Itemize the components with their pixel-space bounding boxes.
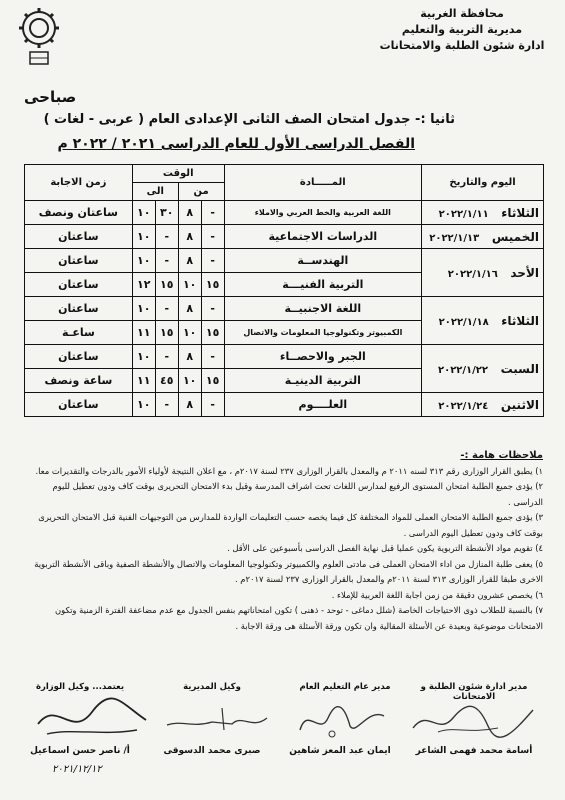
from-hour-cell: ٨ [178,225,201,249]
from-minutes-cell: - [201,297,224,321]
subject-cell: اللغة العربية والخط العربي والاملاء [224,201,421,225]
to-hour-cell: ١٠ [132,393,155,417]
to-hour-cell: ١٠ [132,345,155,369]
to-hour-cell: ١٠ [132,249,155,273]
to-hour-cell: ١١ [132,369,155,393]
schedule-row [25,225,544,249]
subject-cell: التربية الدينيـة [224,369,421,393]
session-label: صباحى [24,88,77,106]
signatures-block [12,682,552,792]
day-date-cell [422,201,544,225]
handwritten-date: ٢٠٢١/١٢/١٢ [52,764,102,775]
header-from: من [178,183,224,201]
day-name: الثلاثاء [501,313,539,328]
to-hour-cell: ١١ [132,321,155,345]
from-hour-cell: ٨ [178,249,201,273]
schedule-subtitle: الفصل الدراسى الأول للعام الدراسى ٢٠٢١ / ٢٠٢٢ م [57,136,415,152]
from-minutes-cell: - [201,201,224,225]
from-hour-cell: ١٠ [178,321,201,345]
from-minutes-cell: - [201,225,224,249]
subject-cell: الكمبيوتر وتكنولوجيا المعلومات والاتصال [224,321,421,345]
governorate-label: محافظة الغربية [420,7,504,20]
day-date-cell [422,225,544,249]
from-minutes-cell: ١٥ [201,273,224,297]
subject-cell: العلــــوم [224,393,421,417]
from-minutes-cell: - [201,345,224,369]
schedule-row [25,249,544,273]
day-name: الأحد [510,265,539,280]
day-date-cell [422,297,544,345]
note-item: ٣) يؤدى جميع الطلبة الامتحان العملى للمواد المختلفة كل فيما يخصه حسب التعليمات الواردة للمدارس من التوجيهات الفنية قبل الامتحان التحريرى بوقت كاف ودون تعطيل اليوم الدراسى . [38,512,543,538]
duration-cell: ساعتان [25,273,133,297]
day-name: الخميس [491,229,539,244]
directorate-label: مديرية التربية والتعليم [401,23,523,36]
schedule-row [25,345,544,369]
exam-schedule-table [24,164,544,417]
subject-cell: اللغة الاجنبيــة [224,297,421,321]
signatory-name: أ/ ناصر حسن اسماعيل [30,746,130,756]
from-hour-cell: ١٠ [178,273,201,297]
from-minutes-cell: - [201,393,224,417]
note-item: ٧) بالنسبة للطلاب ذوى الاحتياجات الخاصة (شلل دماغى - توحد - ذهنى ) تكون امتحاناتهم بنفس الجدول مع عدم مضاعفة الفترة الزمنية وتكون الامتحانات موضوعية وبعيدة عن الأسئلة المقالية وان تكون ورقة الأسئلة هى ورقة الاجابة . [54,605,543,631]
note-item: ٢) يؤدى جميع الطلبة امتحان المستوى الرفيع لمدارس اللغات تحت اشراف المدرسة وقبل بدء الامتحان التحريرى بوقت كاف ودون تعطيل لليوم الدراسى . [52,481,543,507]
schedule-row [25,201,544,225]
day-name: الثلاثاء [501,205,539,220]
day-date-cell [422,345,544,393]
signatory-name: أسامة محمد فهمى الشاعر [415,746,533,756]
from-hour-cell: ٨ [178,201,201,225]
to-minutes-cell: ٣٠ [155,201,178,225]
handwritten-signature [162,700,272,740]
signature-role: مدير ادارة شئون الطلبة و الامتحانات [420,682,528,702]
note-item: ٥) يعفى طلبة المنازل من اداء الامتحان العملى فى مادتى العلوم والكمبيوتر وتكنولوجيا المعلومات والاتصال والأنشطة الصفية وباقى الأنشطة التربوية الاخرى طبقا للقرار الوزارى ٣١٣ لسنة ٢٠١١م والمعدل بالقرار الوزارى ٢٣٧ لسنة ٢٠١٧م . [34,558,543,584]
header-day-date: اليوم والتاريخ [422,165,544,201]
schedule-row [25,297,544,321]
handwritten-signature [408,698,538,742]
notes-title: ملاحظات هامة :- [460,450,543,461]
to-minutes-cell: - [155,393,178,417]
exam-date: ٢٠٢٢/١/٢٤ [438,400,489,412]
duration-cell: ساعتان [25,249,133,273]
exam-date: ٢٠٢٢/١/٢٢ [437,364,489,376]
department-label: ادارة شئون الطلبة والامتحانات [379,39,545,52]
exam-date: ٢٠٢٢/١/١١ [438,208,489,220]
note-item: ٦) يخصص عشرون دقيقة من زمن اجابة اللغة العربية للإملاء . [331,589,543,600]
subject-cell: الجبر والاحصــاء [224,345,421,369]
header-to: الى [132,183,178,201]
from-hour-cell: ٨ [178,345,201,369]
exam-date: ٢٠٢٢/١/١٦ [447,268,498,280]
important-notes [23,448,543,634]
signatory-name: صبرى محمد الدسوقى [163,746,261,756]
to-minutes-cell: - [155,297,178,321]
duration-cell: ساعتان ونصف [25,201,133,225]
from-hour-cell: ٨ [178,297,201,321]
handwritten-signature [292,696,392,742]
to-hour-cell: ١٠ [132,201,155,225]
schedule-row [25,393,544,417]
duration-cell: ساعتان [25,297,133,321]
subject-cell: التربية الفنيـــة [224,273,421,297]
from-minutes-cell: - [201,249,224,273]
from-hour-cell: ٨ [178,393,201,417]
day-name: الاثنين [500,397,539,412]
to-hour-cell: ١٢ [132,273,155,297]
header-time: الوقت [132,165,224,183]
from-minutes-cell: ١٥ [201,321,224,345]
day-date-cell [422,249,544,297]
subject-cell: الهندســة [224,249,421,273]
to-minutes-cell: ٤٥ [155,369,178,393]
note-item: ١) يطبق القرار الوزارى رقم ٣١٣ لسنه ٢٠١١ م والمعدل بالقرار الوزارى ٢٣٧ لسنة ٢٠١٧م ، مع اعلان النتيجة لأولياء الأمور بالدرجات والتقديرات معا. [35,465,543,476]
signature-role: يعتمد... وكيل الوزارة [35,682,125,692]
to-hour-cell: ١٠ [132,297,155,321]
header-subject: المـــــادة [224,165,421,201]
signature-role: وكيل المديرية [183,682,241,692]
signature-role: مدير عام التعليم العام [299,682,391,692]
ministry-logo-icon [16,6,62,68]
subject-cell: الدراسات الاجتماعية [224,225,421,249]
exam-date: ٢٠٢٢/١/١٨ [438,316,489,328]
from-minutes-cell: ١٥ [201,369,224,393]
duration-cell: ساعتان [25,225,133,249]
exam-date: ٢٠٢٢/١/١٣ [429,232,480,244]
to-minutes-cell: - [155,225,178,249]
duration-cell: ساعتان [25,393,133,417]
to-minutes-cell: ١٥ [155,321,178,345]
from-hour-cell: ١٠ [178,369,201,393]
day-date-cell [422,393,544,417]
to-minutes-cell: - [155,345,178,369]
to-minutes-cell: - [155,249,178,273]
signatory-name: ايمان عبد المعز شاهين [289,746,391,756]
handwritten-signature [32,694,152,744]
header-duration: زمن الاجابة [25,165,133,201]
duration-cell: ساعة ونصف [25,369,133,393]
schedule-title: ثانيا :- جدول امتحان الصف الثانى الإعدادى العام ( عربى - لغات ) [43,112,455,127]
day-name: السبت [500,361,539,376]
document-header [377,6,547,54]
note-item: ٤) تقويم مواد الأنشطة التربوية يكون عمليا قبل نهاية الفصل الدراسى بأسبوعين على الأقل . [227,543,543,553]
to-minutes-cell: ١٥ [155,273,178,297]
to-hour-cell: ١٠ [132,225,155,249]
duration-cell: ساعـة [25,321,133,345]
duration-cell: ساعتان [25,345,133,369]
